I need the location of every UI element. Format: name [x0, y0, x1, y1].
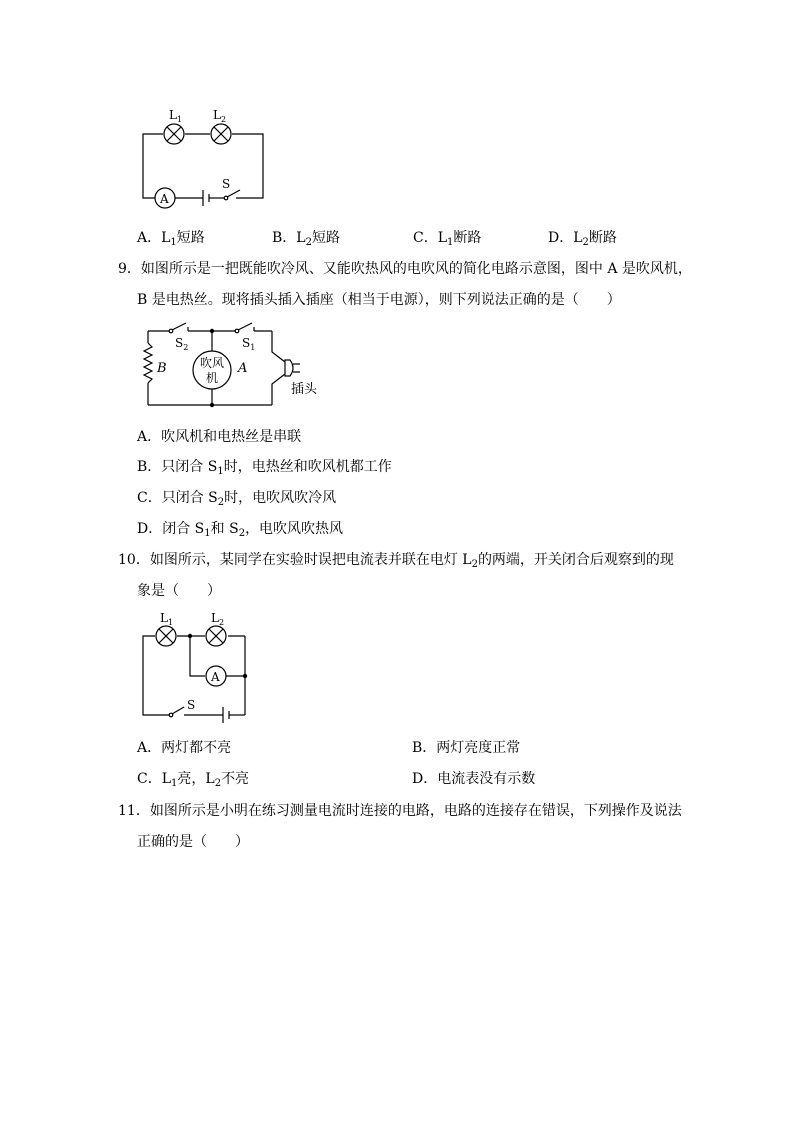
- switch-s1-label: $S_1$: [242, 336, 256, 352]
- lamp-l1-label: $L_1$: [160, 611, 174, 627]
- q8-option-a[interactable]: A．$L_1$短路: [137, 230, 205, 248]
- ammeter-label: A: [160, 192, 169, 206]
- q10-option-d[interactable]: D．电流表没有示数: [412, 771, 536, 787]
- q11-stem-line1: 11．如图所示是小明在练习测量电流时连接的电路，电路的连接存在错误，下列操作及说法: [118, 803, 682, 819]
- q8-option-d[interactable]: D．$L_2$断路: [548, 230, 617, 248]
- q9-stem-line2: B 是电热丝。现将插头插入插座（相当于电源），则下列说法正确的是（ ）: [137, 292, 621, 308]
- q8-option-b[interactable]: B．$L_2$短路: [272, 230, 340, 248]
- q8-option-c[interactable]: C．$L_1$断路: [413, 230, 482, 248]
- q9-option-c[interactable]: C．只闭合 $S_2$时，电吹风吹冷风: [137, 490, 337, 508]
- q9-option-d[interactable]: D．闭合 $S_1$和 $S_2$，电吹风吹热风: [137, 521, 344, 539]
- q10-stem-line2: 象是（ ）: [137, 583, 221, 599]
- lamp-l2-label: $L_2$: [211, 611, 225, 627]
- fan-a-label: A: [238, 361, 248, 376]
- heater-b-label: B: [157, 361, 167, 376]
- switch-label: S: [222, 177, 231, 191]
- switch-label: S: [187, 698, 196, 712]
- lamp-l2-icon: [206, 626, 226, 646]
- plug-label: 插头: [291, 382, 318, 397]
- switch-s2-label: $S_2$: [175, 336, 189, 352]
- ammeter-label: A: [211, 670, 220, 684]
- q9-option-a[interactable]: A．吹风机和电热丝是串联: [137, 429, 302, 445]
- fan-label-line1: 吹风: [200, 356, 225, 370]
- q10-option-b[interactable]: B．两灯亮度正常: [412, 740, 521, 756]
- junction-right-dot: [243, 674, 247, 678]
- q11-stem-line2: 正确的是（ ）: [137, 834, 249, 850]
- q9-option-b[interactable]: B．只闭合 $S_1$时，电热丝和吹风机都工作: [137, 459, 392, 477]
- q10-option-a[interactable]: A．两灯都不亮: [137, 740, 232, 756]
- lamp-l1-icon: [156, 626, 176, 646]
- switch-icon: [169, 707, 184, 717]
- lamp-l1-label: $L_1$: [169, 108, 183, 124]
- lamp-l2-label: $L_2$: [213, 108, 227, 124]
- fan-label-line2: 机: [206, 371, 219, 385]
- q10-stem-line1: 10．如图所示，某同学在实验时误把电流表并联在电灯 $L_2$的两端，开关闭合后观察到的现: [118, 552, 674, 570]
- battery-icon: [223, 707, 229, 723]
- junction-left-dot: [188, 634, 192, 638]
- q9-stem-line1: 9．如图所示是一把既能吹冷风、又能吹热风的电吹风的简化电路示意图，图中 A 是吹风机，: [118, 261, 692, 277]
- q10-option-c[interactable]: C．$L_1$亮，$L_2$不亮: [137, 771, 250, 789]
